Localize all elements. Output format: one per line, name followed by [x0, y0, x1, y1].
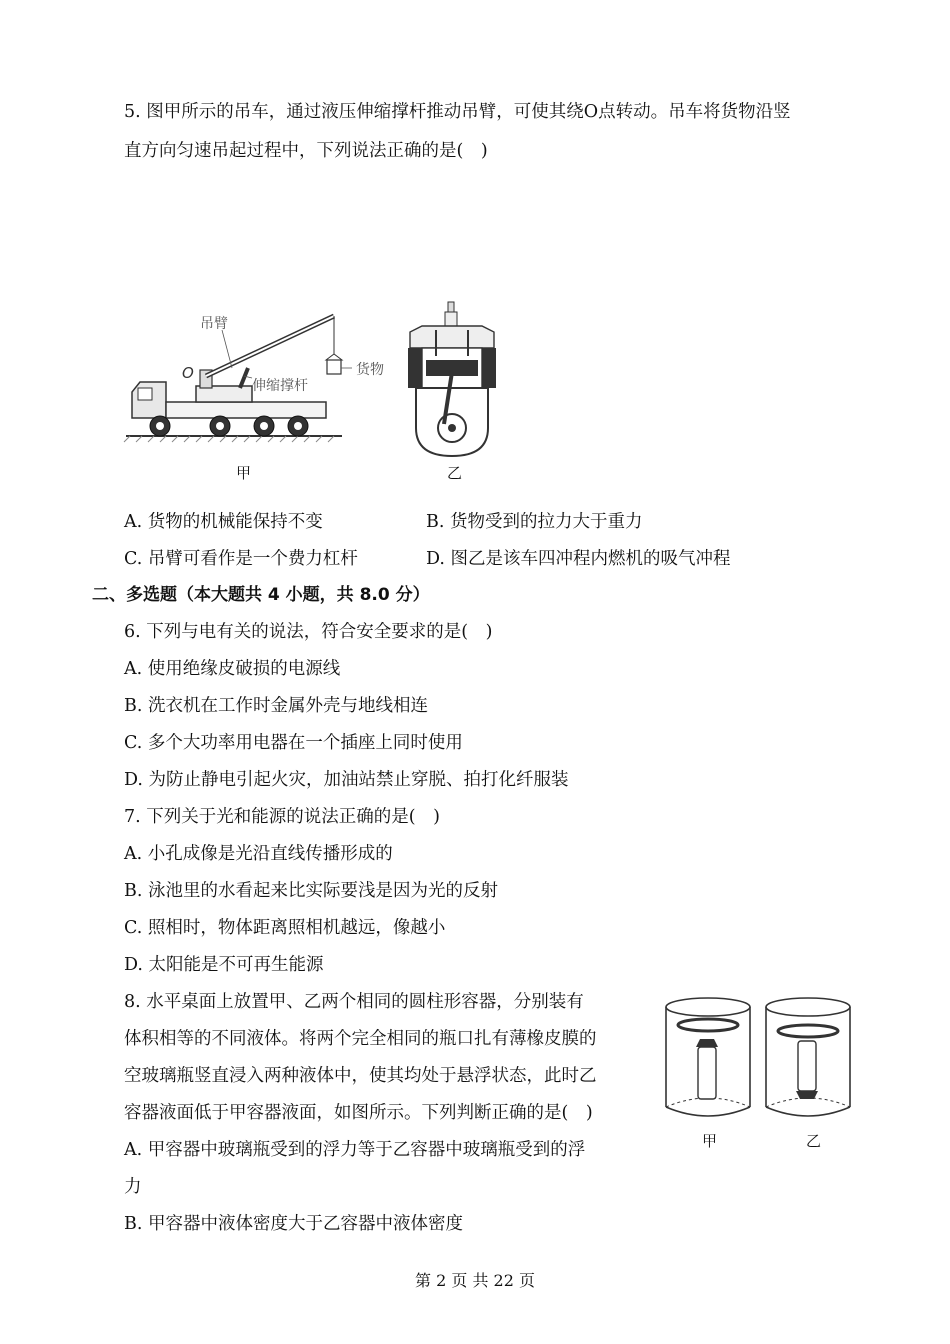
container-caption-left: 甲 [702, 1132, 718, 1150]
strut-label: 伸缩撑杆 [252, 378, 308, 394]
q7-option-c: C. 照相时，物体距离照相机越远，像越小 [124, 918, 446, 938]
q8-option-b: B. 甲容器中液体密度大于乙容器中液体密度 [124, 1214, 463, 1234]
q6-option-b: B. 洗衣机在工作时金属外壳与地线相连 [124, 696, 428, 716]
q6-stem: 6. 下列与电有关的说法，符合安全要求的是( ) [124, 622, 493, 642]
q8-stem-line4: 容器液面低于甲容器液面，如图所示。下列判断正确的是( ) [124, 1103, 593, 1123]
q7-stem: 7. 下列关于光和能源的说法正确的是( ) [124, 807, 440, 827]
container-caption-right: 乙 [806, 1132, 822, 1150]
q8-option-a-line1: A. 甲容器中玻璃瓶受到的浮力等于乙容器中玻璃瓶受到的浮 [124, 1140, 586, 1160]
engine-figure [402, 300, 502, 460]
pivot-label: O [182, 364, 194, 382]
crane-figure [122, 298, 412, 458]
q6-option-d: D. 为防止静电引起火灾，加油站禁止穿脱、拍打化纤服装 [124, 770, 569, 790]
q5-stem-line2: 直方向匀速吊起过程中，下列说法正确的是( ) [124, 141, 488, 161]
q8-option-a-line2: 力 [124, 1177, 142, 1197]
engine-caption: 乙 [447, 464, 463, 482]
q5-option-d: D. 图乙是该车四冲程内燃机的吸气冲程 [426, 549, 731, 569]
q5-stem-line1: 5. 图甲所示的吊车，通过液压伸缩撑杆推动吊臂，可使其绕O点转动。吊车将货物沿竖 [124, 102, 791, 122]
cargo-label: 货物 [356, 362, 384, 378]
q6-option-a: A. 使用绝缘皮破损的电源线 [124, 659, 341, 679]
q7-option-d: D. 太阳能是不可再生能源 [124, 955, 324, 975]
q8-stem-line3: 空玻璃瓶竖直浸入两种液体中，使其均处于悬浮状态，此时乙 [124, 1066, 597, 1086]
q5-option-a: A. 货物的机械能保持不变 [124, 512, 323, 532]
section-heading: 二、多选题（本大题共 4 小题，共 8.0 分） [92, 585, 430, 605]
q5-option-b: B. 货物受到的拉力大于重力 [426, 512, 643, 532]
q5-option-c: C. 吊臂可看作是一个费力杠杆 [124, 549, 358, 569]
page-footer: 第 2 页 共 22 页 [415, 1271, 535, 1290]
boom-label: 吊臂 [200, 316, 228, 332]
containers-figure [660, 995, 860, 1130]
q7-option-b: B. 泳池里的水看起来比实际要浅是因为光的反射 [124, 881, 498, 901]
crane-caption: 甲 [236, 464, 252, 482]
q8-stem-line2: 体积相等的不同液体。将两个完全相同的瓶口扎有薄橡皮膜的 [124, 1029, 597, 1049]
q7-option-a: A. 小孔成像是光沿直线传播形成的 [124, 844, 393, 864]
q6-option-c: C. 多个大功率用电器在一个插座上同时使用 [124, 733, 463, 753]
q8-stem-line1: 8. 水平桌面上放置甲、乙两个相同的圆柱形容器，分别装有 [124, 992, 584, 1012]
